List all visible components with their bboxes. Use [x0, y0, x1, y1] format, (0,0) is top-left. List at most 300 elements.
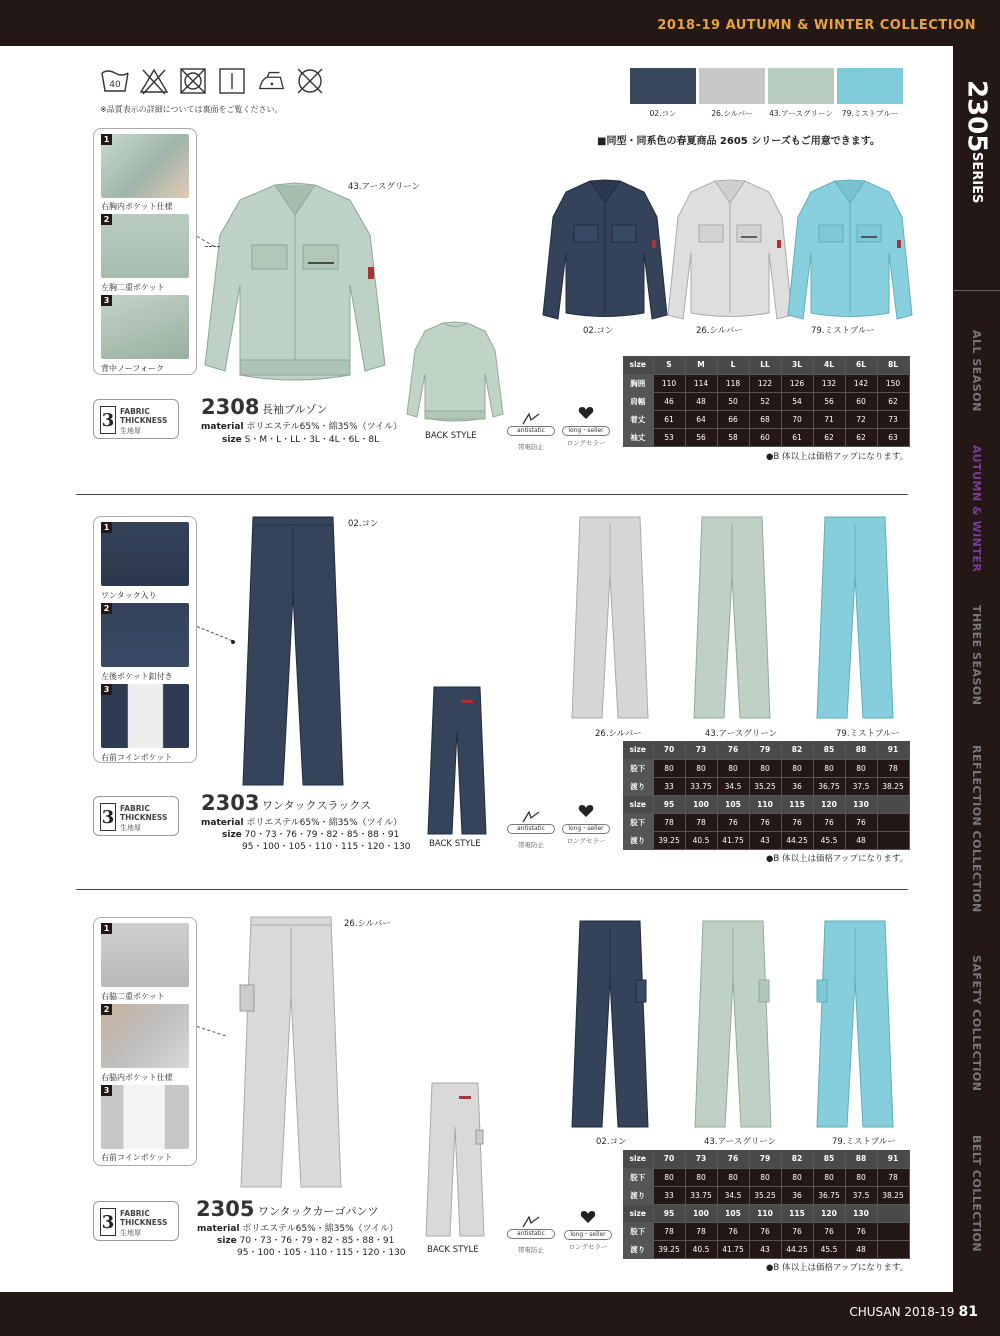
- antistatic-badge: [505, 412, 557, 451]
- table-cell: 胸囲: [623, 374, 653, 392]
- table-row: [623, 374, 909, 392]
- slacks-variant-earth-green: [692, 516, 772, 721]
- table-cell: 76: [813, 1222, 845, 1240]
- variant-label: 02.コン: [596, 1137, 627, 1147]
- table-cell: 80: [813, 759, 845, 777]
- series-number: 2305: [961, 80, 992, 153]
- fabric-thickness-badge: [93, 796, 179, 836]
- detail-label: 背中ノーフォーク: [101, 364, 164, 373]
- table-cell: 48: [845, 831, 877, 849]
- table-cell: 33.75: [685, 777, 717, 795]
- table-cell: 40.5: [685, 1240, 717, 1258]
- table-cell: 45.5: [813, 1240, 845, 1258]
- table-cell: 渡り: [623, 1240, 653, 1258]
- table-cell: 66: [717, 410, 749, 428]
- table-cell: 126: [781, 374, 813, 392]
- slacks-back-image: [426, 686, 488, 836]
- table-row: [623, 1168, 909, 1186]
- table-cell: 43: [749, 1240, 781, 1258]
- table-cell: 70: [653, 741, 685, 759]
- fabric-title: THICKNESS: [120, 813, 168, 822]
- slacks-main-image: [238, 515, 348, 790]
- table-cell: 35.25: [749, 777, 781, 795]
- heart-icon: [580, 1210, 596, 1224]
- size-value: S・M・L・LL・3L・4L・6L・8L: [244, 435, 380, 445]
- product-name: ワンタックカーゴパンツ: [258, 1205, 379, 1218]
- jacket-variant-silver: [665, 175, 795, 325]
- table-row: [623, 1222, 909, 1240]
- back-style-label: BACK STYLE: [429, 839, 481, 849]
- section-divider: [76, 494, 908, 495]
- table-cell: 120: [813, 1204, 845, 1222]
- detail-number: 3: [101, 1085, 112, 1096]
- size-table-2305: [623, 1150, 910, 1259]
- antistatic-label: 帯電防止: [518, 841, 544, 849]
- table-cell: 80: [845, 1168, 877, 1186]
- table-cell: 39.25: [653, 1240, 685, 1258]
- longseller-badge: [562, 1210, 614, 1251]
- table-cell: 56: [685, 428, 717, 446]
- table-cell: 76: [717, 1150, 749, 1168]
- material-value: ポリエステル65%・綿35%（ツイル）: [246, 422, 403, 432]
- back-style-label: BACK STYLE: [425, 431, 477, 441]
- table-header: size: [623, 356, 653, 374]
- table-cell: 95: [653, 1204, 685, 1222]
- table-cell: 79: [749, 741, 781, 759]
- table-cell: [877, 813, 909, 831]
- table-cell: 39.25: [653, 831, 685, 849]
- table-header: 4L: [813, 356, 845, 374]
- table-cell: 46: [653, 392, 685, 410]
- swatch-chip: [768, 68, 834, 104]
- variant-label: 79.ミストブルー: [836, 729, 900, 739]
- table-cell: [877, 831, 909, 849]
- fabric-thickness-badge: [93, 399, 179, 439]
- table-cell: 渡り: [623, 777, 653, 795]
- table-cell: [877, 795, 909, 813]
- table-cell: 79: [749, 1150, 781, 1168]
- table-note: ●B 体以上は価格アップになります。: [766, 452, 909, 462]
- table-cell: 80: [749, 759, 781, 777]
- slacks-variant-mist-blue: [815, 516, 895, 721]
- footer-bar: [0, 1292, 1000, 1336]
- longseller-mark: long・seller: [564, 1230, 612, 1240]
- sidebar-item-reflection[interactable]: REFLECTION COLLECTION: [970, 745, 983, 913]
- table-header: 6L: [845, 356, 877, 374]
- fabric-sub: 生地厚: [120, 1229, 141, 1237]
- table-cell: 56: [813, 392, 845, 410]
- detail-photo-3: [101, 1085, 189, 1149]
- table-cell: 76: [845, 1222, 877, 1240]
- sidebar-item-belt[interactable]: BELT COLLECTION: [970, 1135, 983, 1253]
- table-row: [623, 777, 909, 795]
- table-cell: 股下: [623, 1168, 653, 1186]
- cargo-variant-navy: [570, 920, 650, 1130]
- page-number: [849, 1304, 978, 1320]
- no-dry-clean-icon: [295, 66, 325, 96]
- table-cell: 71: [813, 410, 845, 428]
- section-divider: [76, 889, 908, 890]
- table-cell: [877, 1222, 909, 1240]
- fabric-title: FABRIC: [120, 407, 150, 416]
- table-header: 8L: [877, 356, 909, 374]
- longseller-badge: [560, 406, 612, 447]
- material-line: [201, 419, 402, 432]
- table-cell: 80: [653, 1168, 685, 1186]
- collection-title: 2018-19 AUTUMN & WINTER COLLECTION: [657, 18, 976, 33]
- series-label: SERIES: [969, 152, 984, 204]
- table-row: [623, 813, 909, 831]
- product-name: 長袖ブルゾン: [262, 403, 328, 416]
- detail-photo-1: [101, 134, 189, 198]
- footer-page: 81: [958, 1304, 978, 1320]
- table-cell: 渡り: [623, 1186, 653, 1204]
- table-cell: 130: [845, 795, 877, 813]
- size-value: 70・73・76・79・82・85・88・91: [239, 1236, 395, 1246]
- table-cell: 70: [653, 1150, 685, 1168]
- size-table-2308: [623, 356, 910, 447]
- table-cell: 33: [653, 1186, 685, 1204]
- longseller-label: ロングセラー: [566, 837, 606, 845]
- antistatic-mark: antistatic: [507, 426, 555, 436]
- table-cell: 76: [717, 741, 749, 759]
- table-cell: 61: [653, 410, 685, 428]
- footer-brand: CHUSAN 2018-19: [849, 1305, 955, 1319]
- sidebar-item-all-season[interactable]: ALL SEASON: [970, 330, 983, 412]
- table-cell: 82: [781, 741, 813, 759]
- jacket-variant-navy: [540, 175, 670, 325]
- size-label: size: [217, 1236, 237, 1246]
- table-cell: 100: [685, 1204, 717, 1222]
- table-cell: 72: [845, 410, 877, 428]
- iron-icon: [256, 66, 286, 96]
- table-cell: 80: [781, 1168, 813, 1186]
- table-cell: 76: [749, 813, 781, 831]
- table-cell: 60: [749, 428, 781, 446]
- table-cell: 60: [845, 392, 877, 410]
- cargo-main-image: [236, 915, 346, 1190]
- table-cell: 132: [813, 374, 845, 392]
- detail-photo-2: [101, 214, 189, 278]
- table-cell: 43: [749, 831, 781, 849]
- table-row: [623, 831, 909, 849]
- variant-label: 79.ミストブルー: [811, 326, 875, 336]
- table-cell: 80: [685, 1168, 717, 1186]
- table-cell: 股下: [623, 759, 653, 777]
- product-code: 2308: [201, 395, 260, 419]
- table-cell: 45.5: [813, 831, 845, 849]
- care-note: ※品質表示の詳細については裏面をご覧ください。: [100, 105, 283, 114]
- table-note: ●B 体以上は価格アップになります。: [766, 1263, 909, 1273]
- table-cell: 股下: [623, 1222, 653, 1240]
- table-cell: 37.5: [845, 1186, 877, 1204]
- table-cell: 80: [845, 759, 877, 777]
- cargo-back-image: [424, 1082, 486, 1239]
- size-line-2: 95・100・105・110・115・120・130: [237, 1248, 406, 1258]
- detail-label: 右脇二重ポケット: [101, 992, 165, 1001]
- table-cell: 62: [813, 428, 845, 446]
- table-cell: 78: [653, 813, 685, 831]
- table-cell: 33: [653, 777, 685, 795]
- table-row: [623, 392, 909, 410]
- swatch-chip: [837, 68, 903, 104]
- table-cell: 110: [749, 795, 781, 813]
- antistatic-badge: [505, 810, 557, 849]
- material-label: material: [201, 818, 244, 828]
- table-cell: size: [623, 795, 653, 813]
- table-cell: size: [623, 1204, 653, 1222]
- fabric-level: 3: [100, 406, 116, 434]
- table-cell: 48: [845, 1240, 877, 1258]
- main-color-label: 26.シルバー: [344, 919, 391, 929]
- table-cell: 73: [685, 1150, 717, 1168]
- table-cell: 76: [749, 1222, 781, 1240]
- table-cell: 58: [717, 428, 749, 446]
- size-table-2303: [623, 741, 910, 850]
- table-cell: 88: [845, 1150, 877, 1168]
- table-cell: 150: [877, 374, 909, 392]
- table-cell: 80: [653, 759, 685, 777]
- size-line: [222, 432, 379, 445]
- material-label: material: [201, 422, 244, 432]
- antistatic-badge: [505, 1215, 557, 1254]
- back-style-label: BACK STYLE: [427, 1245, 479, 1255]
- fabric-sub: 生地厚: [120, 427, 141, 435]
- table-cell: 渡り: [623, 831, 653, 849]
- detail-number: 1: [101, 522, 112, 533]
- detail-number: 1: [101, 134, 112, 145]
- antistatic-mark: antistatic: [507, 1229, 555, 1239]
- material-value: ポリエステル65%・綿35%（ツイル）: [246, 818, 403, 828]
- table-cell: 95: [653, 795, 685, 813]
- size-value: 70・73・76・79・82・85・88・91: [244, 830, 400, 840]
- table-row: [623, 1186, 909, 1204]
- swatch-chip: [699, 68, 765, 104]
- table-header: L: [717, 356, 749, 374]
- table-cell: 76: [781, 1222, 813, 1240]
- cargo-variant-earth-green: [693, 920, 773, 1130]
- table-cell: 68: [749, 410, 781, 428]
- table-row: [623, 759, 909, 777]
- table-cell: 54: [781, 392, 813, 410]
- swatch-label: 79.ミストブルー: [841, 109, 899, 118]
- swatch-label: 26.シルバー: [711, 109, 753, 118]
- table-cell: 38.25: [877, 1186, 909, 1204]
- detail-number: 2: [101, 1004, 112, 1015]
- antistatic-icon: [521, 412, 541, 426]
- table-cell: 80: [749, 1168, 781, 1186]
- detail-number: 2: [101, 214, 112, 225]
- table-cell: 34.5: [717, 1186, 749, 1204]
- detail-number: 3: [101, 684, 112, 695]
- longseller-mark: long・seller: [562, 824, 610, 834]
- sidebar-item-safety[interactable]: SAFETY COLLECTION: [970, 955, 983, 1092]
- jacket-back-image: [405, 318, 505, 426]
- care-icons: [100, 66, 325, 96]
- table-cell: size: [623, 1150, 653, 1168]
- table-cell: 33.75: [685, 1186, 717, 1204]
- header-bar: [0, 0, 1000, 46]
- detail-label: 右脇内ポケット仕様: [101, 1073, 173, 1082]
- fabric-title: FABRIC: [120, 804, 150, 813]
- detail-label: 右胸内ポケット仕様: [101, 202, 173, 211]
- material-value: ポリエステル65%・綿35%（ツイル）: [242, 1224, 399, 1234]
- detail-number: 1: [101, 923, 112, 934]
- table-cell: 50: [717, 392, 749, 410]
- table-cell: 120: [813, 795, 845, 813]
- table-cell: 62: [845, 428, 877, 446]
- table-cell: 115: [781, 795, 813, 813]
- line-dry-icon: [217, 66, 247, 96]
- table-cell: 80: [717, 759, 749, 777]
- variant-label: 02.コン: [583, 326, 614, 336]
- table-cell: 36.75: [813, 1186, 845, 1204]
- table-cell: 78: [685, 813, 717, 831]
- table-cell: 52: [749, 392, 781, 410]
- cargo-variant-mist-blue: [815, 920, 895, 1130]
- table-cell: 76: [845, 813, 877, 831]
- fabric-title: THICKNESS: [120, 1218, 168, 1227]
- detail-label: 右前コインポケット: [101, 1153, 173, 1162]
- swatch-earth-green[interactable]: [768, 68, 834, 119]
- detail-photo-2: [101, 603, 189, 667]
- detail-label: 左後ポケット釦付き: [101, 672, 173, 681]
- sidebar-item-three-season[interactable]: THREE SEASON: [970, 605, 983, 706]
- table-row: [623, 410, 909, 428]
- table-cell: 118: [717, 374, 749, 392]
- longseller-badge: [560, 804, 612, 845]
- table-cell: 73: [685, 741, 717, 759]
- size-label: size: [222, 830, 242, 840]
- fabric-title: THICKNESS: [120, 416, 168, 425]
- heart-icon: [578, 406, 594, 420]
- table-cell: 130: [845, 1204, 877, 1222]
- detail-pointer: [205, 246, 220, 247]
- variant-label: 43.アースグリーン: [705, 729, 778, 739]
- fabric-level: 3: [100, 803, 116, 831]
- table-cell: 142: [845, 374, 877, 392]
- fabric-thickness-badge: [93, 1201, 179, 1241]
- table-cell: 80: [717, 1168, 749, 1186]
- jacket-main-image: [200, 175, 390, 390]
- product-name: ワンタックスラックス: [262, 799, 372, 812]
- table-cell: 44.25: [781, 1240, 813, 1258]
- table-cell: 76: [717, 1222, 749, 1240]
- table-cell: 40.5: [685, 831, 717, 849]
- wash-40-icon: [100, 66, 130, 96]
- table-cell: 100: [685, 795, 717, 813]
- antistatic-icon: [521, 810, 541, 824]
- fabric-title: FABRIC: [120, 1209, 150, 1218]
- table-cell: 91: [877, 1150, 909, 1168]
- table-cell: 肩幅: [623, 392, 653, 410]
- longseller-mark: long・seller: [562, 426, 610, 436]
- detail-number: 3: [101, 295, 112, 306]
- antistatic-label: 帯電防止: [518, 1246, 544, 1254]
- size-line-2: 95・100・105・110・115・120・130: [242, 842, 411, 852]
- swatch-navy[interactable]: [630, 68, 696, 119]
- antistatic-label: 帯電防止: [518, 443, 544, 451]
- table-header: M: [685, 356, 717, 374]
- table-cell: 38.25: [877, 777, 909, 795]
- detail-pointer: [197, 626, 233, 641]
- table-cell: 78: [877, 759, 909, 777]
- table-cell: 36.75: [813, 777, 845, 795]
- main-color-label: 43.アースグリーン: [348, 182, 421, 192]
- table-cell: 80: [781, 759, 813, 777]
- detail-photo-2: [101, 1004, 189, 1068]
- table-cell: 85: [813, 1150, 845, 1168]
- jacket-variant-mist-blue: [785, 175, 915, 325]
- detail-pointer: [197, 1026, 226, 1036]
- table-cell: 110: [749, 1204, 781, 1222]
- sidebar-divider: [953, 290, 1000, 291]
- product-code: 2305: [196, 1197, 255, 1221]
- table-cell: 41.75: [717, 831, 749, 849]
- table-cell: 80: [813, 1168, 845, 1186]
- table-cell: size: [623, 741, 653, 759]
- detail-label: 左胸二重ポケット: [101, 283, 165, 292]
- table-cell: 122: [749, 374, 781, 392]
- table-cell: 61: [781, 428, 813, 446]
- table-cell: 76: [781, 813, 813, 831]
- color-swatches: [630, 68, 903, 119]
- table-header: 3L: [781, 356, 813, 374]
- detail-photo-1: [101, 522, 189, 586]
- table-cell: 78: [685, 1222, 717, 1240]
- swatch-mist-blue[interactable]: [837, 68, 903, 119]
- heart-icon: [578, 804, 594, 818]
- antistatic-mark: antistatic: [507, 824, 555, 834]
- table-cell: 85: [813, 741, 845, 759]
- fabric-level: 3: [100, 1208, 116, 1236]
- table-cell: 76: [813, 813, 845, 831]
- variant-label: 43.アースグリーン: [704, 1137, 777, 1147]
- table-cell: 70: [781, 410, 813, 428]
- table-cell: 105: [717, 1204, 749, 1222]
- table-cell: 62: [877, 392, 909, 410]
- detail-photo-3: [101, 684, 189, 748]
- table-note: ●B 体以上は価格アップになります。: [766, 854, 909, 864]
- swatch-label: 43.アースグリーン: [769, 109, 833, 118]
- size-label: size: [222, 435, 242, 445]
- table-cell: 36: [781, 1186, 813, 1204]
- table-cell: 82: [781, 1150, 813, 1168]
- table-cell: 115: [781, 1204, 813, 1222]
- table-cell: 63: [877, 428, 909, 446]
- series-title: [953, 80, 1000, 204]
- table-cell: 78: [877, 1168, 909, 1186]
- table-cell: 53: [653, 428, 685, 446]
- table-cell: 64: [685, 410, 717, 428]
- longseller-label: ロングセラー: [566, 439, 606, 447]
- table-cell: 袖丈: [623, 428, 653, 446]
- swatch-silver[interactable]: [699, 68, 765, 119]
- slacks-variant-silver: [570, 516, 650, 721]
- sidebar-item-autumn-winter[interactable]: AUTUMN & WINTER: [970, 445, 983, 573]
- wash-temp: 40: [109, 80, 121, 90]
- detail-number: 2: [101, 603, 112, 614]
- swatch-chip: [630, 68, 696, 104]
- table-cell: 34.5: [717, 777, 749, 795]
- variant-label: 26.シルバー: [595, 729, 642, 739]
- variant-label: 26.シルバー: [696, 326, 743, 336]
- table-cell: 88: [845, 741, 877, 759]
- detail-label: 右前コインポケット: [101, 753, 173, 762]
- table-cell: 44.25: [781, 831, 813, 849]
- detail-photo-3: [101, 295, 189, 359]
- fabric-sub: 生地厚: [120, 824, 141, 832]
